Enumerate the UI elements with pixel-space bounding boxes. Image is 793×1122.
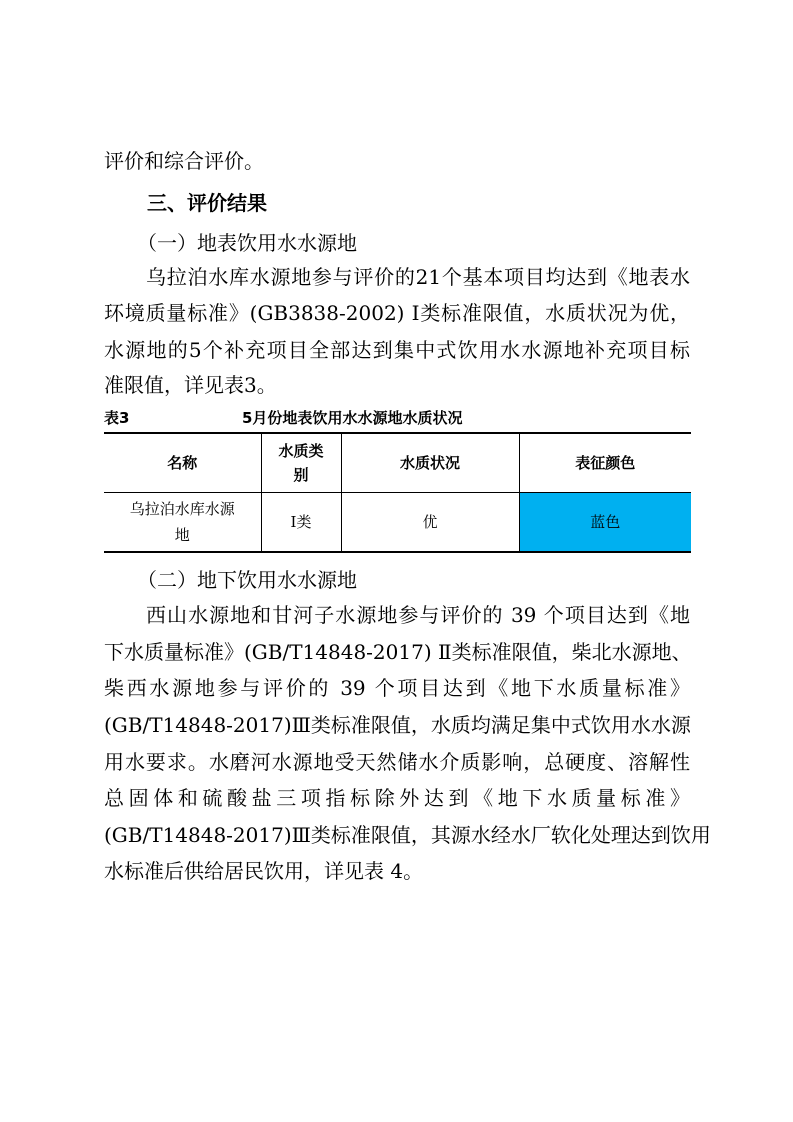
p1-line-2: 环境质量标准》(GB3838-2002) Ⅰ类标准限值，水质状况为优， (104, 301, 690, 325)
subheading-surface-water: （一）地表饮用水水源地 (137, 231, 357, 255)
header-category-l2: 别 (293, 466, 309, 484)
cell-name (104, 493, 261, 553)
cell-name-l2: 地 (174, 526, 190, 544)
header-name: 名称 (104, 433, 261, 493)
table-title: 5月份地表饮用水水源地水质状况 (242, 409, 463, 427)
p2-line-4: (GB/T14848-2017)Ⅲ类标准限值，水质均满足集中式饮用水水源 (104, 713, 691, 737)
header-status: 水质状况 (341, 433, 519, 493)
p2-line-6: 总固体和硫酸盐三项指标除外达到《地下水质量标准》 (104, 786, 690, 810)
cell-category: Ⅰ类 (261, 493, 341, 553)
p0-line: 评价和综合评价。 (104, 149, 264, 173)
section-heading-results: 三、评价结果 (147, 191, 267, 215)
p1-line-1: 乌拉泊水库水源地参与评价的21个基本项目均达到《地表水 (146, 265, 690, 289)
header-color: 表征颜色 (519, 433, 691, 493)
header-category-l1: 水质类 (278, 442, 324, 460)
cell-name-l1: 乌拉泊水库水源 (129, 500, 235, 518)
p2-line-5: 用水要求。水磨河水源地受天然储水介质影响，总硬度、溶解性 (104, 750, 690, 774)
p2-line-7: (GB/T14848-2017)Ⅲ类标准限值，其源水经水厂软化处理达到饮用 (104, 823, 711, 847)
table-header-row (104, 433, 691, 493)
cell-status: 优 (341, 493, 519, 553)
table-caption (104, 408, 690, 428)
water-quality-table (104, 432, 691, 553)
p2-line-1: 西山水源地和甘河子水源地参与评价的 39 个项目达到《地 (146, 603, 690, 627)
table-label: 表3 (104, 409, 130, 427)
header-category (261, 433, 341, 493)
p1-line-3: 水源地的5个补充项目全部达到集中式饮用水水源地补充项目标 (104, 338, 690, 362)
p2-line-3: 柴西水源地参与评价的 39 个项目达到《地下水质量标准》 (104, 676, 690, 700)
p2-line-2: 下水质量标准》(GB/T14848-2017) Ⅱ类标准限值，柴北水源地、 (104, 640, 692, 664)
cell-color: 蓝色 (519, 493, 691, 553)
p2-line-8: 水标准后供给居民饮用，详见表 4。 (104, 859, 424, 883)
p1-line-4: 准限值，详见表3。 (104, 373, 277, 397)
table-row (104, 493, 691, 553)
subheading-groundwater: （二）地下饮用水水源地 (137, 568, 357, 592)
